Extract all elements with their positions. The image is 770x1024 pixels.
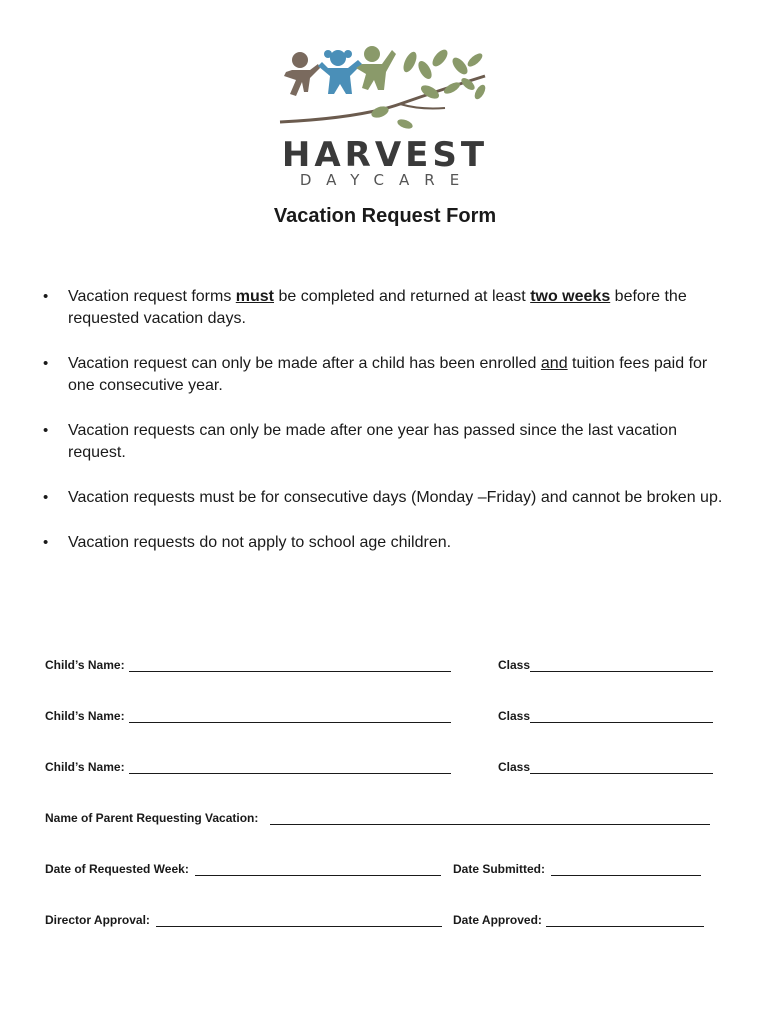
emphasis-two-weeks: two weeks — [530, 288, 611, 305]
child-name-label: Child’s Name: — [45, 760, 125, 774]
child-name-field-2 — [45, 707, 451, 723]
date-submitted-label: Date Submitted: — [453, 862, 546, 876]
parent-name-label: Name of Parent Requesting Vacation: — [45, 811, 259, 825]
child-name-label: Child’s Name: — [45, 709, 125, 723]
rule-item: • Vacation request can only be made after a child has been enrolled and tuition fees paid for one consecutive year. — [43, 355, 708, 394]
bullet: • — [43, 288, 49, 305]
rule-item: • Vacation requests do not apply to school age children. — [43, 532, 733, 554]
class-field-3 — [498, 758, 713, 774]
class-input-line[interactable] — [530, 710, 713, 723]
date-approved-field — [453, 911, 704, 927]
director-approval-label: Director Approval: — [45, 913, 150, 927]
harvest-daycare-logo — [270, 40, 500, 190]
date-approved-input-line[interactable] — [546, 914, 704, 927]
child-name-field-1 — [45, 656, 451, 672]
child-name-input-line[interactable] — [129, 761, 451, 774]
form-title: Vacation Request Form — [273, 205, 497, 227]
class-input-line[interactable] — [530, 659, 713, 672]
class-field-1 — [498, 656, 713, 672]
logo-wordmark: HARVEST — [281, 135, 489, 175]
class-input-line[interactable] — [530, 761, 713, 774]
child-name-input-line[interactable] — [129, 659, 451, 672]
logo-subtitle: DAYCARE — [299, 171, 475, 189]
bullet: • — [43, 422, 49, 439]
child-name-field-3 — [45, 758, 451, 774]
date-submitted-field — [453, 860, 701, 876]
child-name-label: Child’s Name: — [45, 658, 125, 672]
date-approved-label: Date Approved: — [453, 913, 542, 927]
class-label: Class — [498, 760, 531, 774]
director-approval-input-line[interactable] — [156, 914, 442, 927]
requested-week-label: Date of Requested Week: — [45, 862, 189, 876]
child-name-input-line[interactable] — [129, 710, 451, 723]
class-label: Class — [498, 658, 531, 672]
rule-item: • Vacation requests must be for consecutive days (Monday –Friday) and cannot be broken up. — [43, 487, 733, 509]
rule-item: • Vacation requests can only be made after one year has passed since the last vacation request. — [43, 422, 677, 461]
date-submitted-input-line[interactable] — [551, 863, 701, 876]
bullet: • — [43, 355, 49, 372]
director-approval-field — [45, 911, 442, 927]
bullet: • — [43, 534, 49, 551]
requested-week-input-line[interactable] — [195, 863, 441, 876]
requested-week-field — [45, 860, 441, 876]
class-field-2 — [498, 707, 713, 723]
emphasis-must: must — [235, 288, 275, 305]
rules-list — [43, 286, 733, 577]
class-label: Class — [498, 709, 531, 723]
bullet: • — [43, 489, 49, 506]
parent-name-field — [45, 809, 710, 825]
emphasis-and: and — [540, 355, 568, 372]
logo-graphic — [270, 40, 500, 140]
rule-item: • Vacation request forms must be completed and returned at least two weeks before the requested vacation days. — [43, 288, 687, 327]
parent-name-input-line[interactable] — [270, 812, 710, 825]
